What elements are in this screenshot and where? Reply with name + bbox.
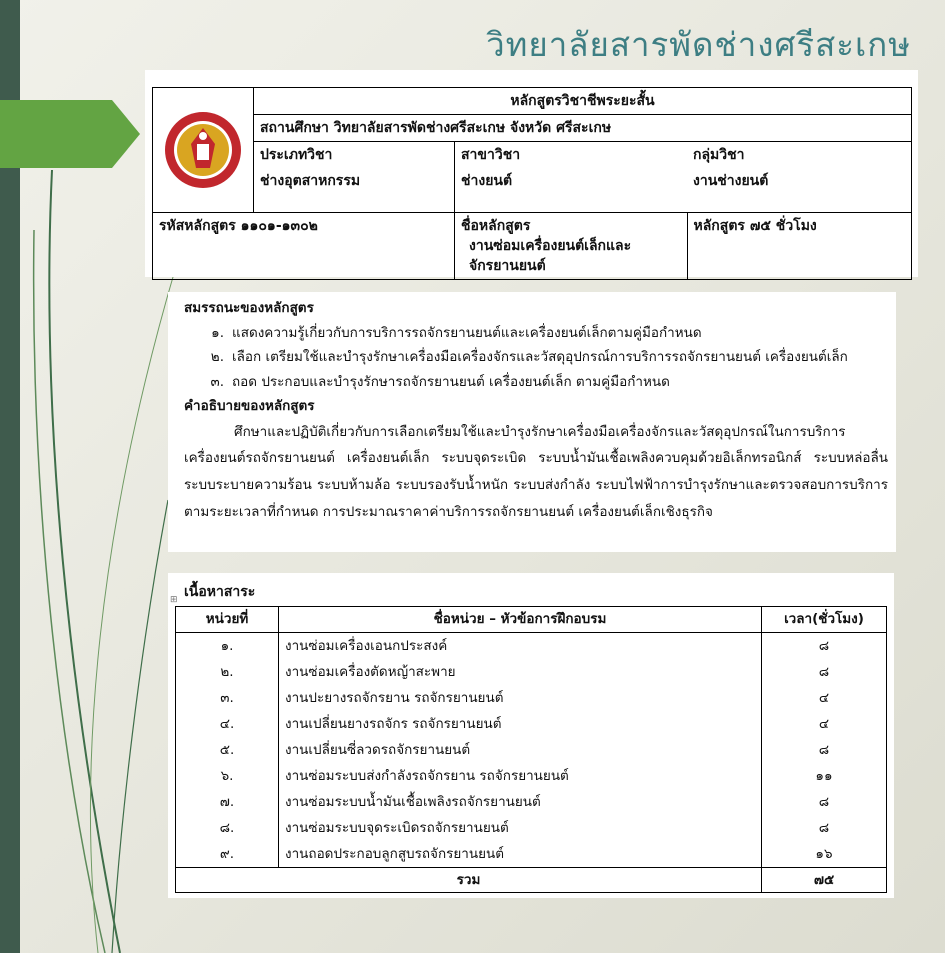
col-unit: หน่วยที่ — [176, 607, 279, 633]
col-hours: เวลา(ชั่วโมง) — [762, 607, 887, 633]
content-heading: เนื้อหาสาระ — [184, 584, 256, 600]
category-label: ประเภทวิชา — [254, 142, 455, 169]
course-header-panel — [145, 70, 918, 277]
course-header-table — [152, 87, 912, 280]
content-panel — [168, 573, 894, 898]
description-text: ศึกษาและปฏิบัติเกี่ยวกับการเลือกเตรียมใช้และบำรุงรักษาเครื่องมือเครื่องจักรและวัสดุอุปกรณ์ในการบริการเครื่องยนต์รถจักรยานยนต์ เครื่องยนต์เล็ก ระบบจุดระเบิด ระบบน้ำมันเชื้อเพลิงควบคุมด้วยอิเล็กทรอนิกส์ ระบบหล่อลื่น ระบบระบายความร้อน ระบบห้ามล้อ ระบบรองรับน้ำหนัก ระบบส่งกำลัง ระบบไฟฟ้าการบำรุงรักษาและตรวจสอบการบริการตามระยะเวลาที่กำหนด การประมาณราคาค่าบริการรถจักรยานยนต์ เครื่องยนต์เล็กเชิงธุรกิจ — [184, 423, 888, 520]
branch-label: สาขาวิชา — [455, 142, 688, 169]
competency-item: ๒. เลือก เตรียมใช้และบำรุงรักษาเครื่องมือเครื่องจักรและวัสดุอุปกรณ์การบริการรถจักรยานยนต์ เครื่องยนต์เล็ก — [210, 349, 848, 365]
branch-value: ช่างยนต์ — [455, 168, 688, 213]
competency-panel — [168, 292, 896, 552]
competency-item: ๑. แสดงความรู้เกี่ยวกับการบริการรถจักรยานยนต์และเครื่องยนต์เล็กตามคู่มือกำหนด — [211, 324, 702, 341]
table-row: ๙. งานถอดประกอบลูกสูบรถจักรยานยนต์ ๑๖ — [176, 841, 887, 868]
total-hours: ๗๕ — [762, 868, 887, 893]
table-handle-icon: ⊞ — [170, 595, 178, 605]
course-code: รหัสหลักสูตร ๑๑๐๑-๑๓๐๒ — [153, 213, 455, 280]
content-table — [175, 606, 887, 893]
table-row: ๑. งานซ่อมเครื่องเอนกประสงค์ ๘ — [176, 633, 887, 660]
total-row — [176, 868, 887, 893]
total-label: รวม — [176, 868, 762, 893]
group-value: งานช่างยนต์ — [687, 168, 912, 213]
table-row: ๓. งานปะยางรถจักรยาน รถจักรยานยนต์ ๔ — [176, 685, 887, 711]
table-row: ๕. งานเปลี่ยนซี่ลวดรถจักรยานยนต์ ๘ — [176, 737, 887, 763]
group-label: กลุ่มวิชา — [687, 142, 912, 169]
competency-item: ๓. ถอด ประกอบและบำรุงรักษารถจักรยานยนต์ เครื่องยนต์เล็ก ตามคู่มือกำหนด — [210, 373, 670, 390]
slide-title: วิทยาลัยสารพัดช่างศรีสะเกษ — [486, 25, 911, 64]
logo-cell — [153, 88, 254, 213]
course-name-label: ชื่อหลักสูตร — [461, 218, 531, 234]
table-row: ๒. งานซ่อมเครื่องตัดหญ้าสะพาย ๘ — [176, 659, 887, 685]
course-name-value: งานซ่อมเครื่องยนต์เล็กและจักรยานยนต์ — [469, 238, 632, 274]
table-row: ๖. งานซ่อมระบบส่งกำลังรถจักรยาน รถจักรยานยนต์ ๑๑ — [176, 763, 887, 789]
green-arrow-shape — [0, 100, 140, 168]
vocational-education-seal-icon — [163, 110, 243, 190]
course-type: หลักสูตรวิชาชีพระยะสั้น — [254, 88, 912, 115]
table-row: ๔. งานเปลี่ยนยางรถจักร รถจักรยานยนต์ ๔ — [176, 711, 887, 737]
course-hours: หลักสูตร ๗๕ ชั่วโมง — [687, 213, 912, 280]
description-heading: คำอธิบายของหลักสูตร — [184, 398, 315, 414]
institution: สถานศึกษา วิทยาลัยสารพัดช่างศรีสะเกษ จังหวัด ศรีสะเกษ — [254, 115, 912, 142]
table-row: ๘. งานซ่อมระบบจุดระเบิดรถจักรยานยนต์ ๘ — [176, 815, 887, 841]
competency-heading: สมรรถนะของหลักสูตร — [184, 300, 314, 316]
course-name-cell — [455, 213, 688, 280]
category-value: ช่างอุตสาหกรรม — [254, 168, 455, 213]
col-name: ชื่อหน่วย – หัวข้อการฝึกอบรม — [279, 607, 762, 633]
table-row: ๗. งานซ่อมระบบน้ำมันเชื้อเพลิงรถจักรยานยนต์ ๘ — [176, 789, 887, 815]
